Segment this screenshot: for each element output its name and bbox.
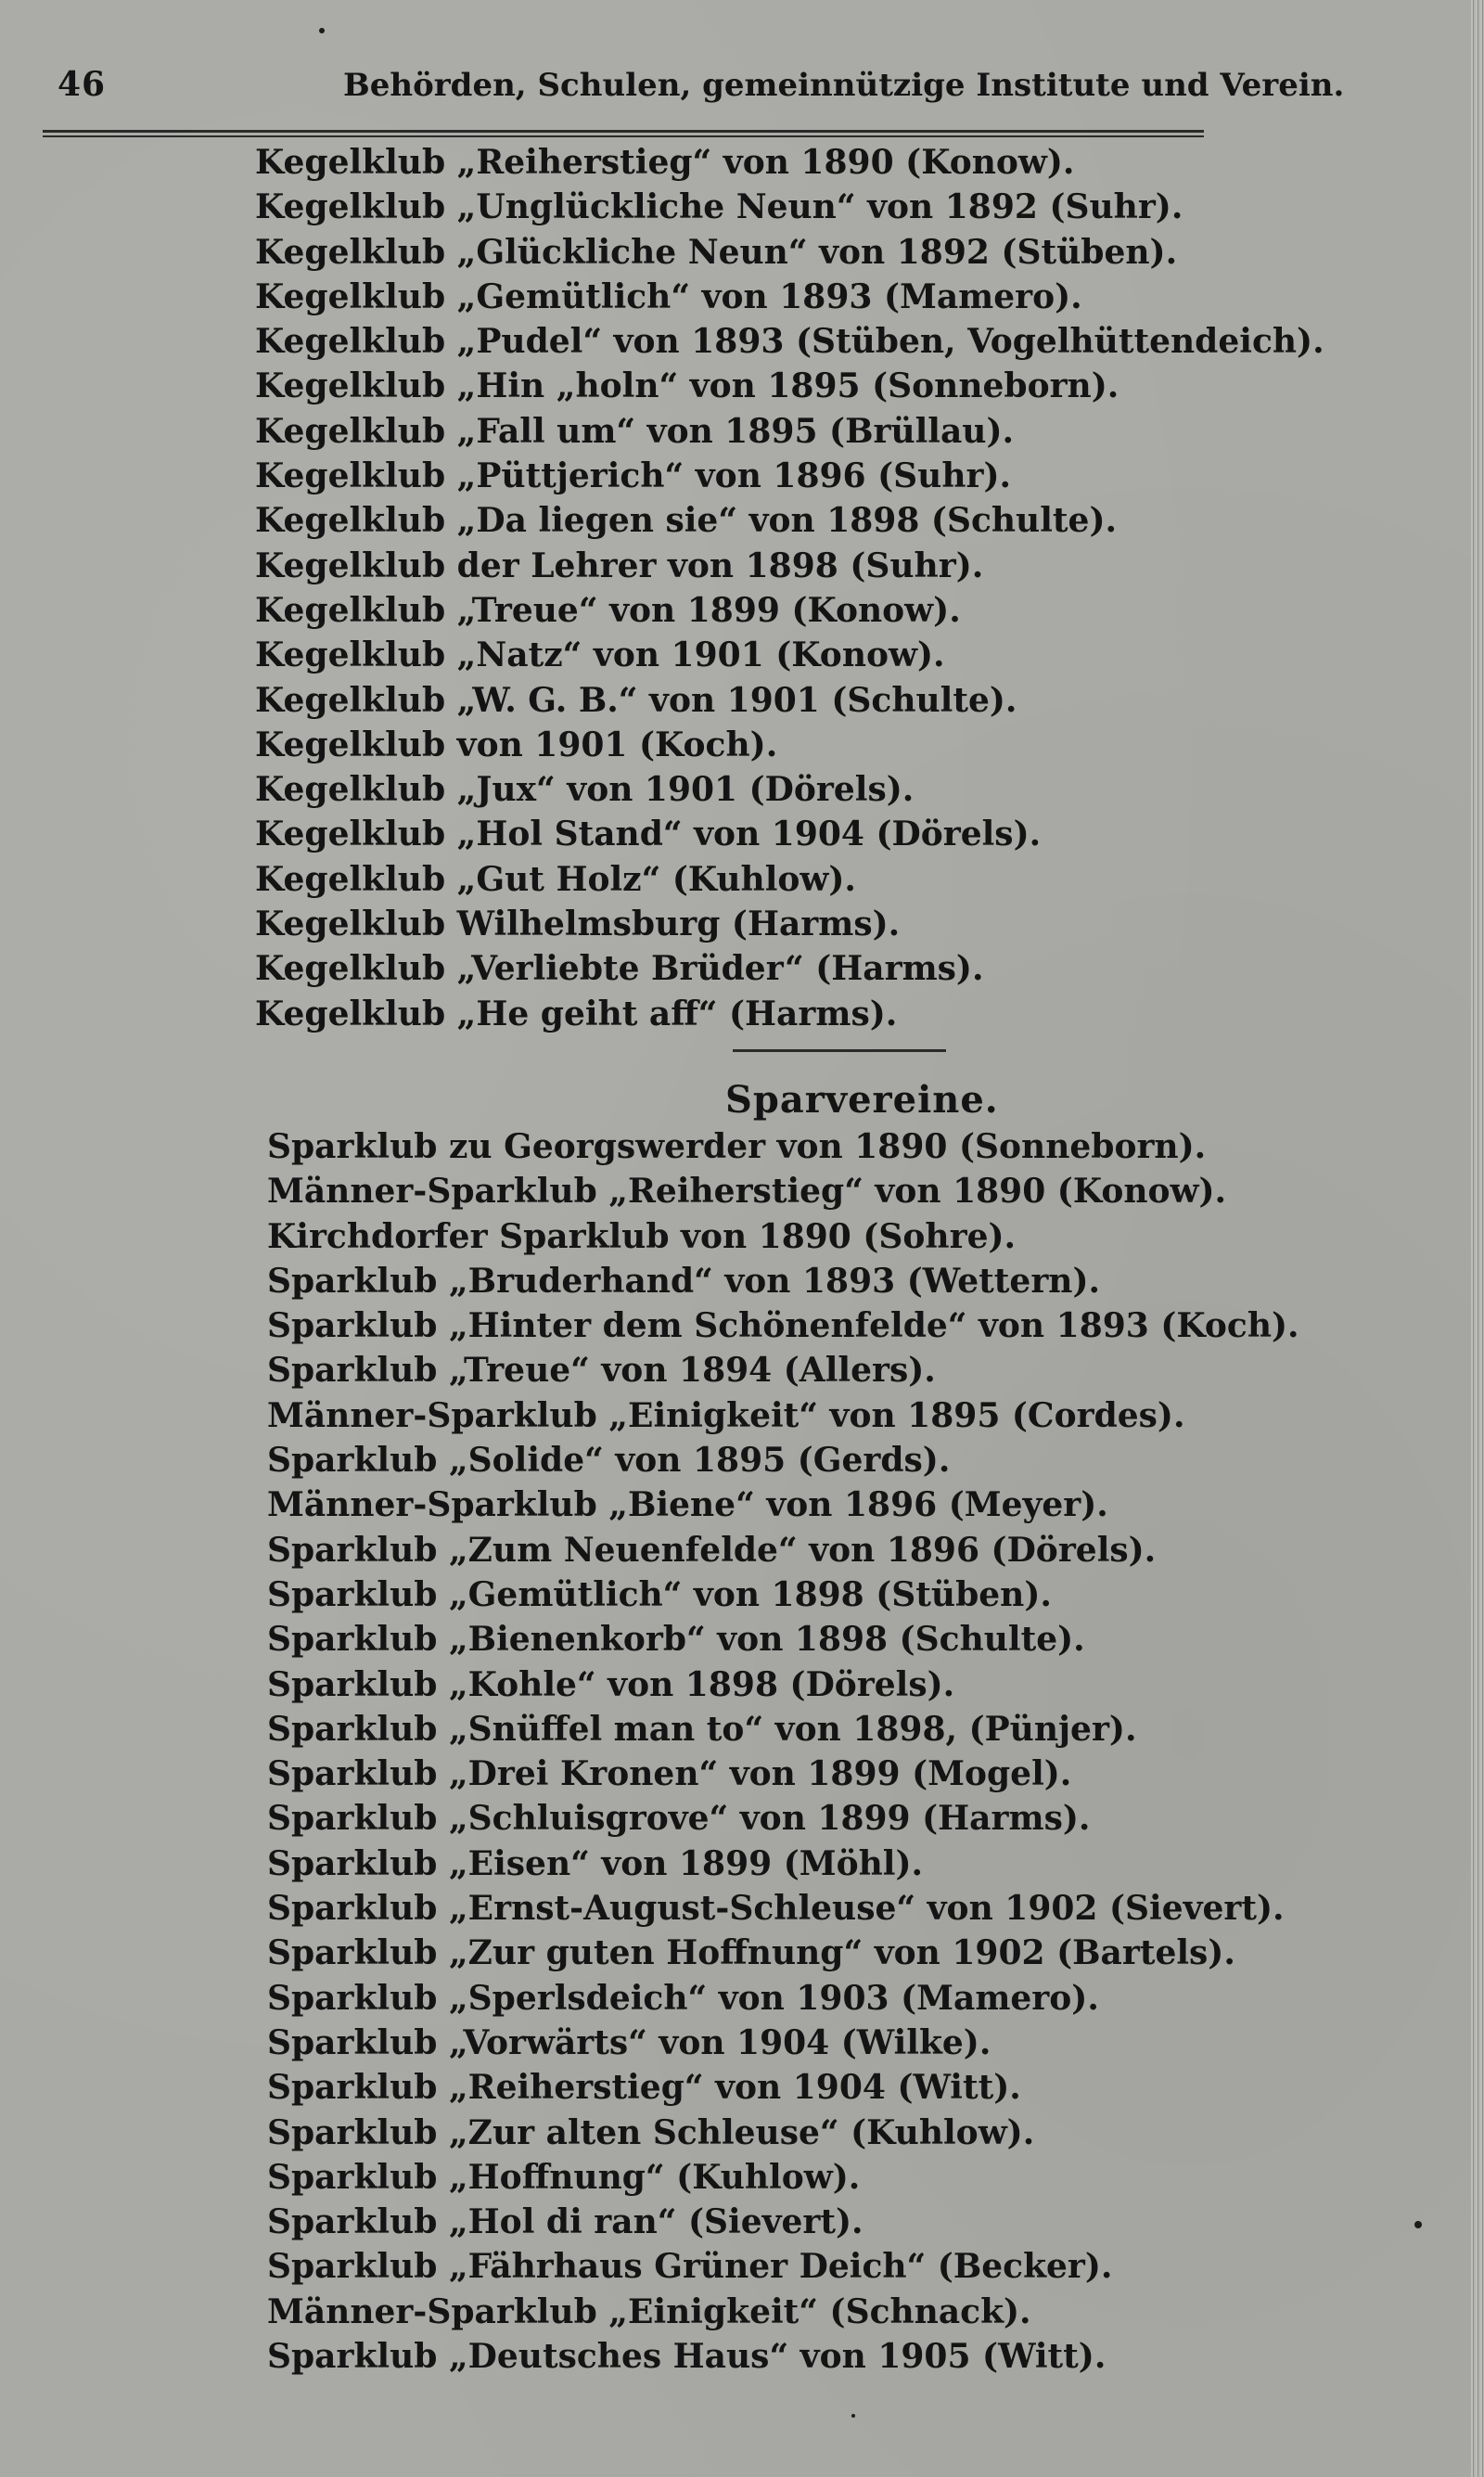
list-item: Kegelklub „Da liegen sie“ von 1898 (Schulte). [255,501,1118,541]
list-item: Sparklub zu Georgswerder von 1890 (Sonneborn). [267,1127,1207,1166]
list-item: Kegelklub „Natz“ von 1901 (Konow). [255,635,945,675]
list-item: Kegelklub „Gut Holz“ (Kuhlow). [255,859,856,899]
list-item: Sparklub „Bienenkorb“ von 1898 (Schulte). [267,1620,1085,1660]
list-item: Sparklub „Sperlsdeich“ von 1903 (Mamero). [267,1978,1099,2018]
list-item: Kegelklub „Hin „holn“ von 1895 (Sonneborn). [255,366,1119,406]
list-item: Sparklub „Zur guten Hoffnung“ von 1902 (Bartels). [267,1933,1235,1973]
list-item: Kegelklub Wilhelmsburg (Harms). [255,905,901,944]
list-item: Kegelklub von 1901 (Koch). [255,725,778,764]
list-item: Kegelklub „Hol Stand“ von 1904 (Dörels). [255,815,1042,854]
list-item: Männer-Sparklub „Einigkeit“ von 1895 (Cordes). [267,1395,1185,1435]
list-item: Kegelklub „Jux“ von 1901 (Dörels). [255,770,915,810]
list-item: Sparklub „Zur alten Schleuse“ (Kuhlow). [267,2112,1035,2152]
list-item: Kegelklub „He geiht aff“ (Harms). [255,994,898,1033]
list-item: Sparklub „Drei Kronen“ von 1899 (Mogel). [267,1754,1072,1794]
list-item: Sparklub „Solide“ von 1895 (Gerds). [267,1441,951,1481]
list-item: Kegelklub der Lehrer von 1898 (Suhr). [255,545,984,585]
list-item: Männer-Sparklub „Biene“ von 1896 (Meyer). [267,1485,1108,1525]
list-item: Sparklub „Deutsches Haus“ von 1905 (Witt). [267,2337,1107,2377]
header-rule [43,130,1204,137]
list-item: Sparklub „Reiherstieg“ von 1904 (Witt). [267,2068,1021,2108]
list-item: Männer-Sparklub „Reiherstieg“ von 1890 (Konow). [267,1172,1227,1212]
list-item: Kegelklub „Reiherstieg“ von 1890 (Konow). [255,143,1075,182]
list-item: Sparklub „Vorwärts“ von 1904 (Wilke). [267,2022,991,2062]
list-item: Sparklub „Hol di ran“ (Sievert). [267,2202,864,2242]
page-edge [1471,0,1484,2477]
section-separator [733,1049,946,1052]
list-item: Sparklub „Eisen“ von 1899 (Möhl). [267,1843,924,1883]
list-item: Sparklub „Ernst-August-Schleuse“ von 1902 (Sievert). [267,1889,1285,1929]
running-head: Behörden, Schulen, gemeinnützige Institute und Verein. [343,67,1345,104]
ink-speck [319,28,325,33]
list-item: Kegelklub „Püttjerich“ von 1896 (Suhr). [255,456,1012,496]
ink-speck [851,2414,855,2418]
list-item: Sparklub „Hoffnung“ (Kuhlow). [267,2157,861,2197]
list-item: Sparklub „Zum Neuenfelde“ von 1896 (Dörels). [267,1530,1157,1570]
list-item: Sparklub „Hinter dem Schönenfelde“ von 1893 (Koch). [267,1306,1299,1346]
page-number: 46 [58,65,107,104]
list-item: Kegelklub „Pudel“ von 1893 (Stüben, Vogelhüttendeich). [255,322,1324,362]
list-item: Sparklub „Schluisgrove“ von 1899 (Harms). [267,1799,1091,1839]
list-item: Kegelklub „Unglückliche Neun“ von 1892 (Suhr). [255,187,1183,227]
page-header [58,65,1345,121]
ink-speck [1414,2221,1422,2228]
list-item: Kegelklub „Fall um“ von 1895 (Brüllau). [255,411,1015,451]
list-item: Kirchdorfer Sparklub von 1890 (Sohre). [267,1216,1017,1256]
list-item: Sparklub „Fährhaus Grüner Deich“ (Becker). [267,2247,1113,2287]
list-item: Sparklub „Kohle“ von 1898 (Dörels). [267,1664,955,1704]
list-item: Sparklub „Bruderhand“ von 1893 (Wettern). [267,1261,1101,1301]
list-item: Kegelklub „Verliebte Brüder“ (Harms). [255,949,984,989]
kegelklub-list [255,140,1324,1036]
list-item: Sparklub „Gemütlich“ von 1898 (Stüben). [267,1574,1052,1614]
list-item: Sparklub „Treue“ von 1894 (Allers). [267,1351,936,1391]
list-item: Kegelklub „Treue“ von 1899 (Konow). [255,590,961,630]
list-item: Kegelklub „Gemütlich“ von 1893 (Mamero). [255,276,1082,316]
section-title: Sparvereine. [725,1078,999,1122]
sparverein-list [267,1124,1299,2379]
list-item: Sparklub „Snüffel man to“ von 1898, (Pünjer). [267,1709,1137,1749]
list-item: Männer-Sparklub „Einigkeit“ (Schnack). [267,2291,1031,2331]
list-item: Kegelklub „Glückliche Neun“ von 1892 (Stüben). [255,232,1178,272]
list-item: Kegelklub „W. G. B.“ von 1901 (Schulte). [255,680,1017,720]
